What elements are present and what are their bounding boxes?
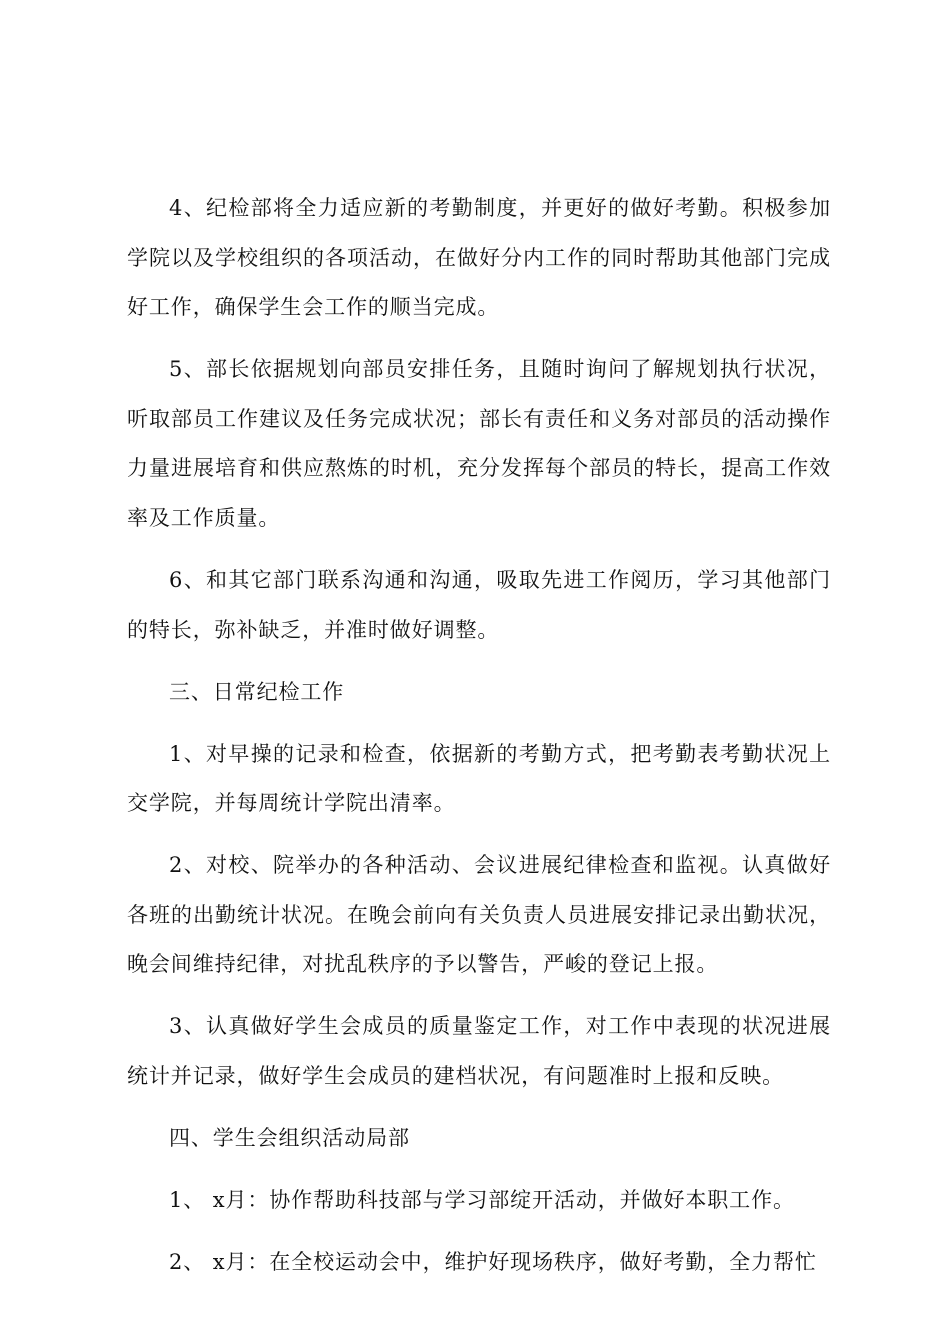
document-body xyxy=(127,184,831,1300)
paragraph-item-6: 6、和其它部门联系沟通和沟通，吸取先进工作阅历，学习其他部门的特长，弥补缺乏，并准时做好调整。 xyxy=(127,567,831,642)
paragraph-event-discipline: 2、对校、院举办的各种活动、会议进展纪律检查和监视。认真做好各班的出勤统计状况。在晚会前向有关负责人员进展安排记录出勤状况，晚会间维持纪律，对扰乱秩序的予以警告，严峻的登记上报。 xyxy=(127,853,831,977)
paragraph-month-1: 1、 x月：协作帮助科技部与学习部绽开活动，并做好本职工作。 xyxy=(169,1187,795,1212)
paragraph-item-4: 4、纪检部将全力适应新的考勤制度，并更好的做好考勤。积极参加学院以及学校组织的各项活动，在做好分内工作的同时帮助其他部门完成好工作，确保学生会工作的顺当完成。 xyxy=(127,196,831,320)
paragraph-month-2: 2、 x月：在全校运动会中，维护好现场秩序，做好考勤，全力帮忙 xyxy=(169,1249,817,1274)
paragraph-morning-exercise: 1、对早操的记录和检查，依据新的考勤方式，把考勤表考勤状况上交学院，并每周统计学院出清率。 xyxy=(127,741,831,816)
section-heading-activities: 四、学生会组织活动局部 xyxy=(169,1125,410,1150)
paragraph-item-5: 5、部长依据规划向部员安排任务，且随时询问了解规划执行状况，听取部员工作建议及任务完成状况；部长有责任和义务对部员的活动操作力量进展培育和供应熬炼的时机，充分发挥每个部员的特长，提高工作效率及工作质量。 xyxy=(127,357,831,530)
paragraph-quality-review: 3、认真做好学生会成员的质量鉴定工作，对工作中表现的状况进展统计并记录，做好学生会成员的建档状况，有问题准时上报和反映。 xyxy=(127,1014,831,1088)
section-heading-daily-inspection: 三、日常纪检工作 xyxy=(169,679,345,704)
